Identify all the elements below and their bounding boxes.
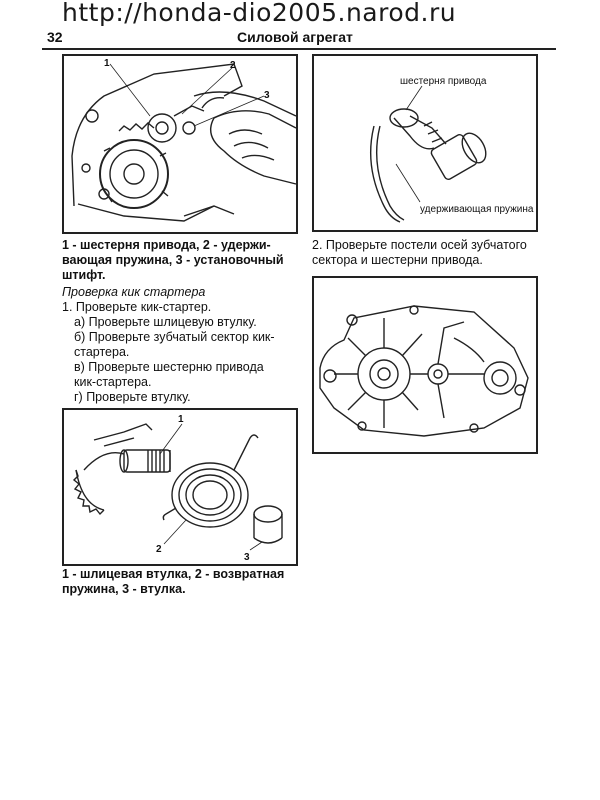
fig4-callout-2: 2 bbox=[156, 544, 162, 555]
step-b-line2: стартера. bbox=[74, 345, 130, 359]
kick-starter-parts-illustration bbox=[64, 410, 296, 564]
step-b-line1: б) Проверьте зубчатый сектор кик- bbox=[74, 330, 275, 344]
header-rule bbox=[42, 48, 556, 50]
text-line: сектора и шестерни привода. bbox=[312, 253, 483, 267]
drive-gear-illustration bbox=[314, 56, 536, 230]
fig4-callout-3: 3 bbox=[244, 552, 250, 563]
step-g: г) Проверьте втулку. bbox=[74, 390, 191, 404]
crankcase-illustration bbox=[314, 278, 536, 452]
figure4-caption bbox=[62, 567, 302, 597]
step-1: 1. Проверьте кик-стартер. bbox=[62, 300, 212, 314]
fig1-callout-3: 3 bbox=[264, 90, 270, 101]
site-url: http://honda-dio2005.narod.ru bbox=[62, 0, 457, 27]
figure-drive-gear-photo bbox=[62, 54, 298, 234]
text-line: 2. Проверьте постели осей зубчатого bbox=[312, 238, 527, 252]
fig4-callout-1: 1 bbox=[178, 414, 184, 425]
fig1-callout-2: 2 bbox=[230, 60, 236, 71]
label-drive-gear: шестерня привода bbox=[400, 76, 487, 87]
fig1-callout-1: 1 bbox=[104, 58, 110, 69]
page-number: 32 bbox=[47, 29, 63, 45]
figure1-caption bbox=[62, 238, 302, 283]
step-2-text bbox=[312, 238, 552, 268]
caption-line: 1 - шестерня привода, 2 - удержи- bbox=[62, 238, 271, 252]
figure-drive-gear-spring bbox=[312, 54, 538, 232]
section-heading: Проверка кик стартера bbox=[62, 285, 206, 299]
step-a: а) Проверьте шлицевую втулку. bbox=[74, 315, 257, 329]
section-title: Силовой агрегат bbox=[237, 29, 353, 45]
label-retaining-spring: удерживающая пружина bbox=[420, 204, 534, 215]
kick-starter-check-section bbox=[62, 285, 302, 405]
caption-line: пружина, 3 - втулка. bbox=[62, 582, 186, 596]
figure-kick-starter-parts bbox=[62, 408, 298, 566]
caption-line: штифт. bbox=[62, 268, 106, 282]
caption-line: вающая пружина, 3 - установочный bbox=[62, 253, 284, 267]
engine-hand-illustration bbox=[64, 56, 296, 232]
caption-line: 1 - шлицевая втулка, 2 - возвратная bbox=[62, 567, 285, 581]
step-v-line2: кик-стартера. bbox=[74, 375, 152, 389]
step-v-line1: в) Проверьте шестерню привода bbox=[74, 360, 264, 374]
figure-crankcase bbox=[312, 276, 538, 454]
